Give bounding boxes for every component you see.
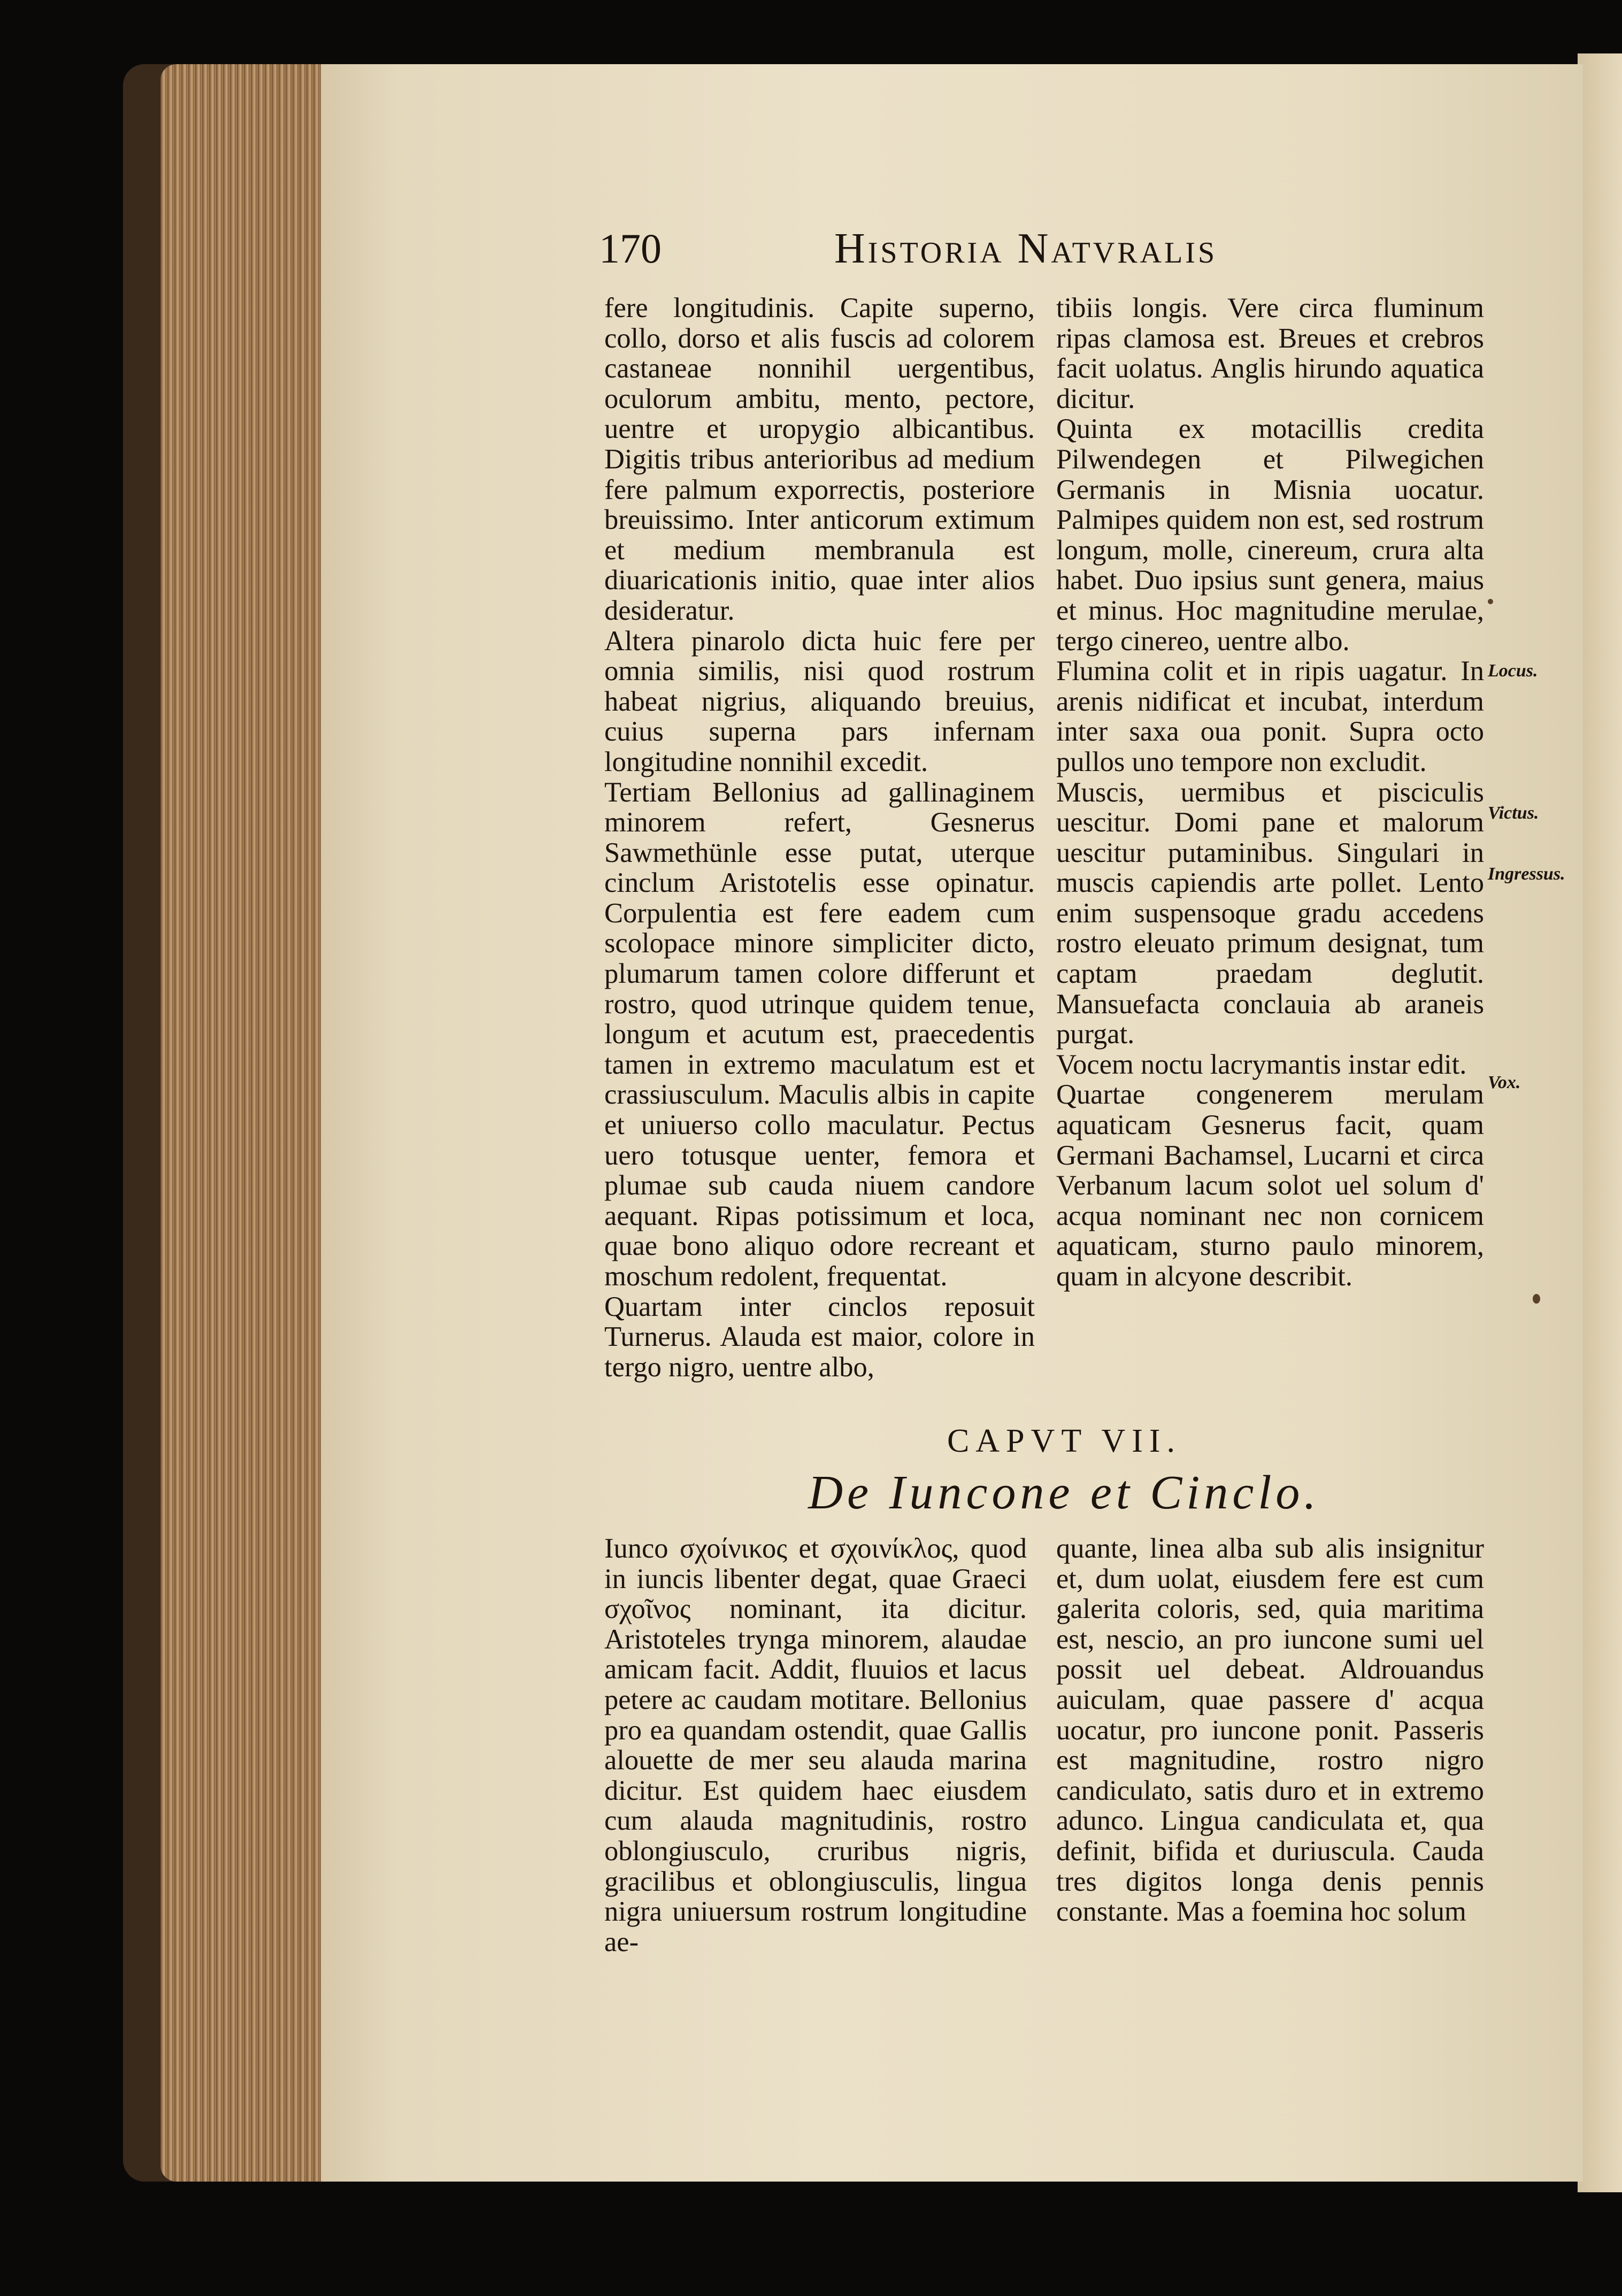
running-head: Historia Natvralis (834, 225, 1218, 272)
page-header (599, 225, 1455, 283)
margin-note-victus: Victus. (1488, 803, 1539, 823)
column-left-text: fere longitudinis. Capite superno, collo, dorso et alis fuscis ad colorem castaneae nonnihil uergentibus, oculorum ambitu, mento, pectore, uentre et uropygio albicantibus. Digitis tribus anterioribus ad medium fere palmum exporrectis, posteriore breuissimo. Inter anticorum extimum et medium membranula est diuaricationis initio, quae inter alios desideratur. Altera pinarolo dicta huic fere per omnia similis, nisi quod rostrum habeat nigrius, aliquando breuius, cuius superna pars infernam longitudine nonnihil excedit. Tertiam Bellonius ad gallinaginem minorem refert, Gesnerus Sawmethünle esse putat, uterque cinclum Aristotelis esse opinatur. Corpulentia est fere eadem cum scolopace minore simpliciter dicto, plumarum tamen colore differunt et rostro, quod utrinque quidem tenue, longum et acutum est, praecedentis tamen in extremo maculatum est et crassiusculum. Maculis albis in capite et uniuerso collo maculatur. Pectus uero totusque uenter, femora et plumae sub cauda niuem candore aequant. Ripas potissimum et loca, quae bono aliquo odore recreant et moschum redolent, frequentat. Quartam inter cinclos reposuit Turnerus. Alauda est maior, colore in tergo nigro, uentre albo, (604, 292, 1035, 1383)
chapter-title: De Iuncone et Cinclo. (808, 1466, 1320, 1519)
chapter-label: CAPVT VII. (947, 1423, 1182, 1459)
margin-note-locus: Locus. (1488, 661, 1538, 681)
margin-note-vox: Vox. (1488, 1073, 1521, 1092)
page-number: 170 (599, 225, 662, 272)
page-edges (160, 64, 332, 2182)
ink-speck (1488, 599, 1493, 604)
margin-note-ingressus: Ingressus. (1488, 864, 1565, 884)
ink-speck (1533, 1294, 1540, 1304)
facing-page-edge (1578, 53, 1622, 2192)
chapter-column-right-text: quante, linea alba sub alis insignitur et, dum uolat, eiusdem fere est cum galerita coloris, sed, quia maritima est, nescio, an pro iuncone sumi uel possit uel debeat. Aldrouandus auiculam, quae passere d' acqua uocatur, pro iuncone ponit. Passeris est magnitudine, rostro nigro candiculato, satis duro et in extremo adunco. Lingua candiculata et, qua definit, bifida et duriuscula. Cauda tres digitos longa denis pennis constante. Mas a foemina hoc solum (1056, 1533, 1484, 1928)
chapter-column-left-text: Iunco σχοίνικος et σχοινίκλος, quod in iuncis libenter degat, quae Graeci σχοῖνος nominant, ita dicitur. Aristoteles trynga minorem, alaudae amicam facit. Addit, fluuios et lacus petere ac caudam motitare. Bellonius pro ea quandam ostendit, quae Gallis alouette de mer seu alauda marina dicitur. Est quidem haec eiusdem cum alauda magnitudinis, rostro oblongiusculo, cruribus nigris, gracilibus et oblongiusculis, lingua nigra uniuersum rostrum longitudine ae- (604, 1533, 1027, 1958)
column-right-text: tibiis longis. Vere circa fluminum ripas clamosa est. Breues et crebros facit uolatus. Anglis hirundo aquatica dicitur. Quinta ex motacillis credita Pilwendegen et Pilwegichen Germanis in Misnia uocatur. Palmipes quidem non est, sed rostrum longum, molle, cinereum, crura alta habet. Duo ipsius sunt genera, maius et minus. Hoc magnitudine merulae, tergo cinereo, uentre albo. Flumina colit et in ripis uagatur. In arenis nidificat et incubat, interdum inter saxa oua ponit. Supra octo pullos uno tempore non excludit. Muscis, uermibus et pisciculis uescitur. Domi pane et malorum uescitur putaminibus. Singulari in muscis capiendis arte pollet. Lento enim suspensoque gradu accedens rostro eleuato primum designat, tum captam praedam deglutit. Mansuefacta conclauia ab araneis purgat. Vocem noctu lacrymantis instar edit. Quartae congenerem merulam aquaticam Gesnerus facit, quam Germani Bachamsel, Lucarni et circa Verbanum lacum solot uel solum d' acqua nominant nec non cornicem aquaticam, sturno paulo minorem, quam in alcyone describit. (1056, 292, 1484, 1292)
